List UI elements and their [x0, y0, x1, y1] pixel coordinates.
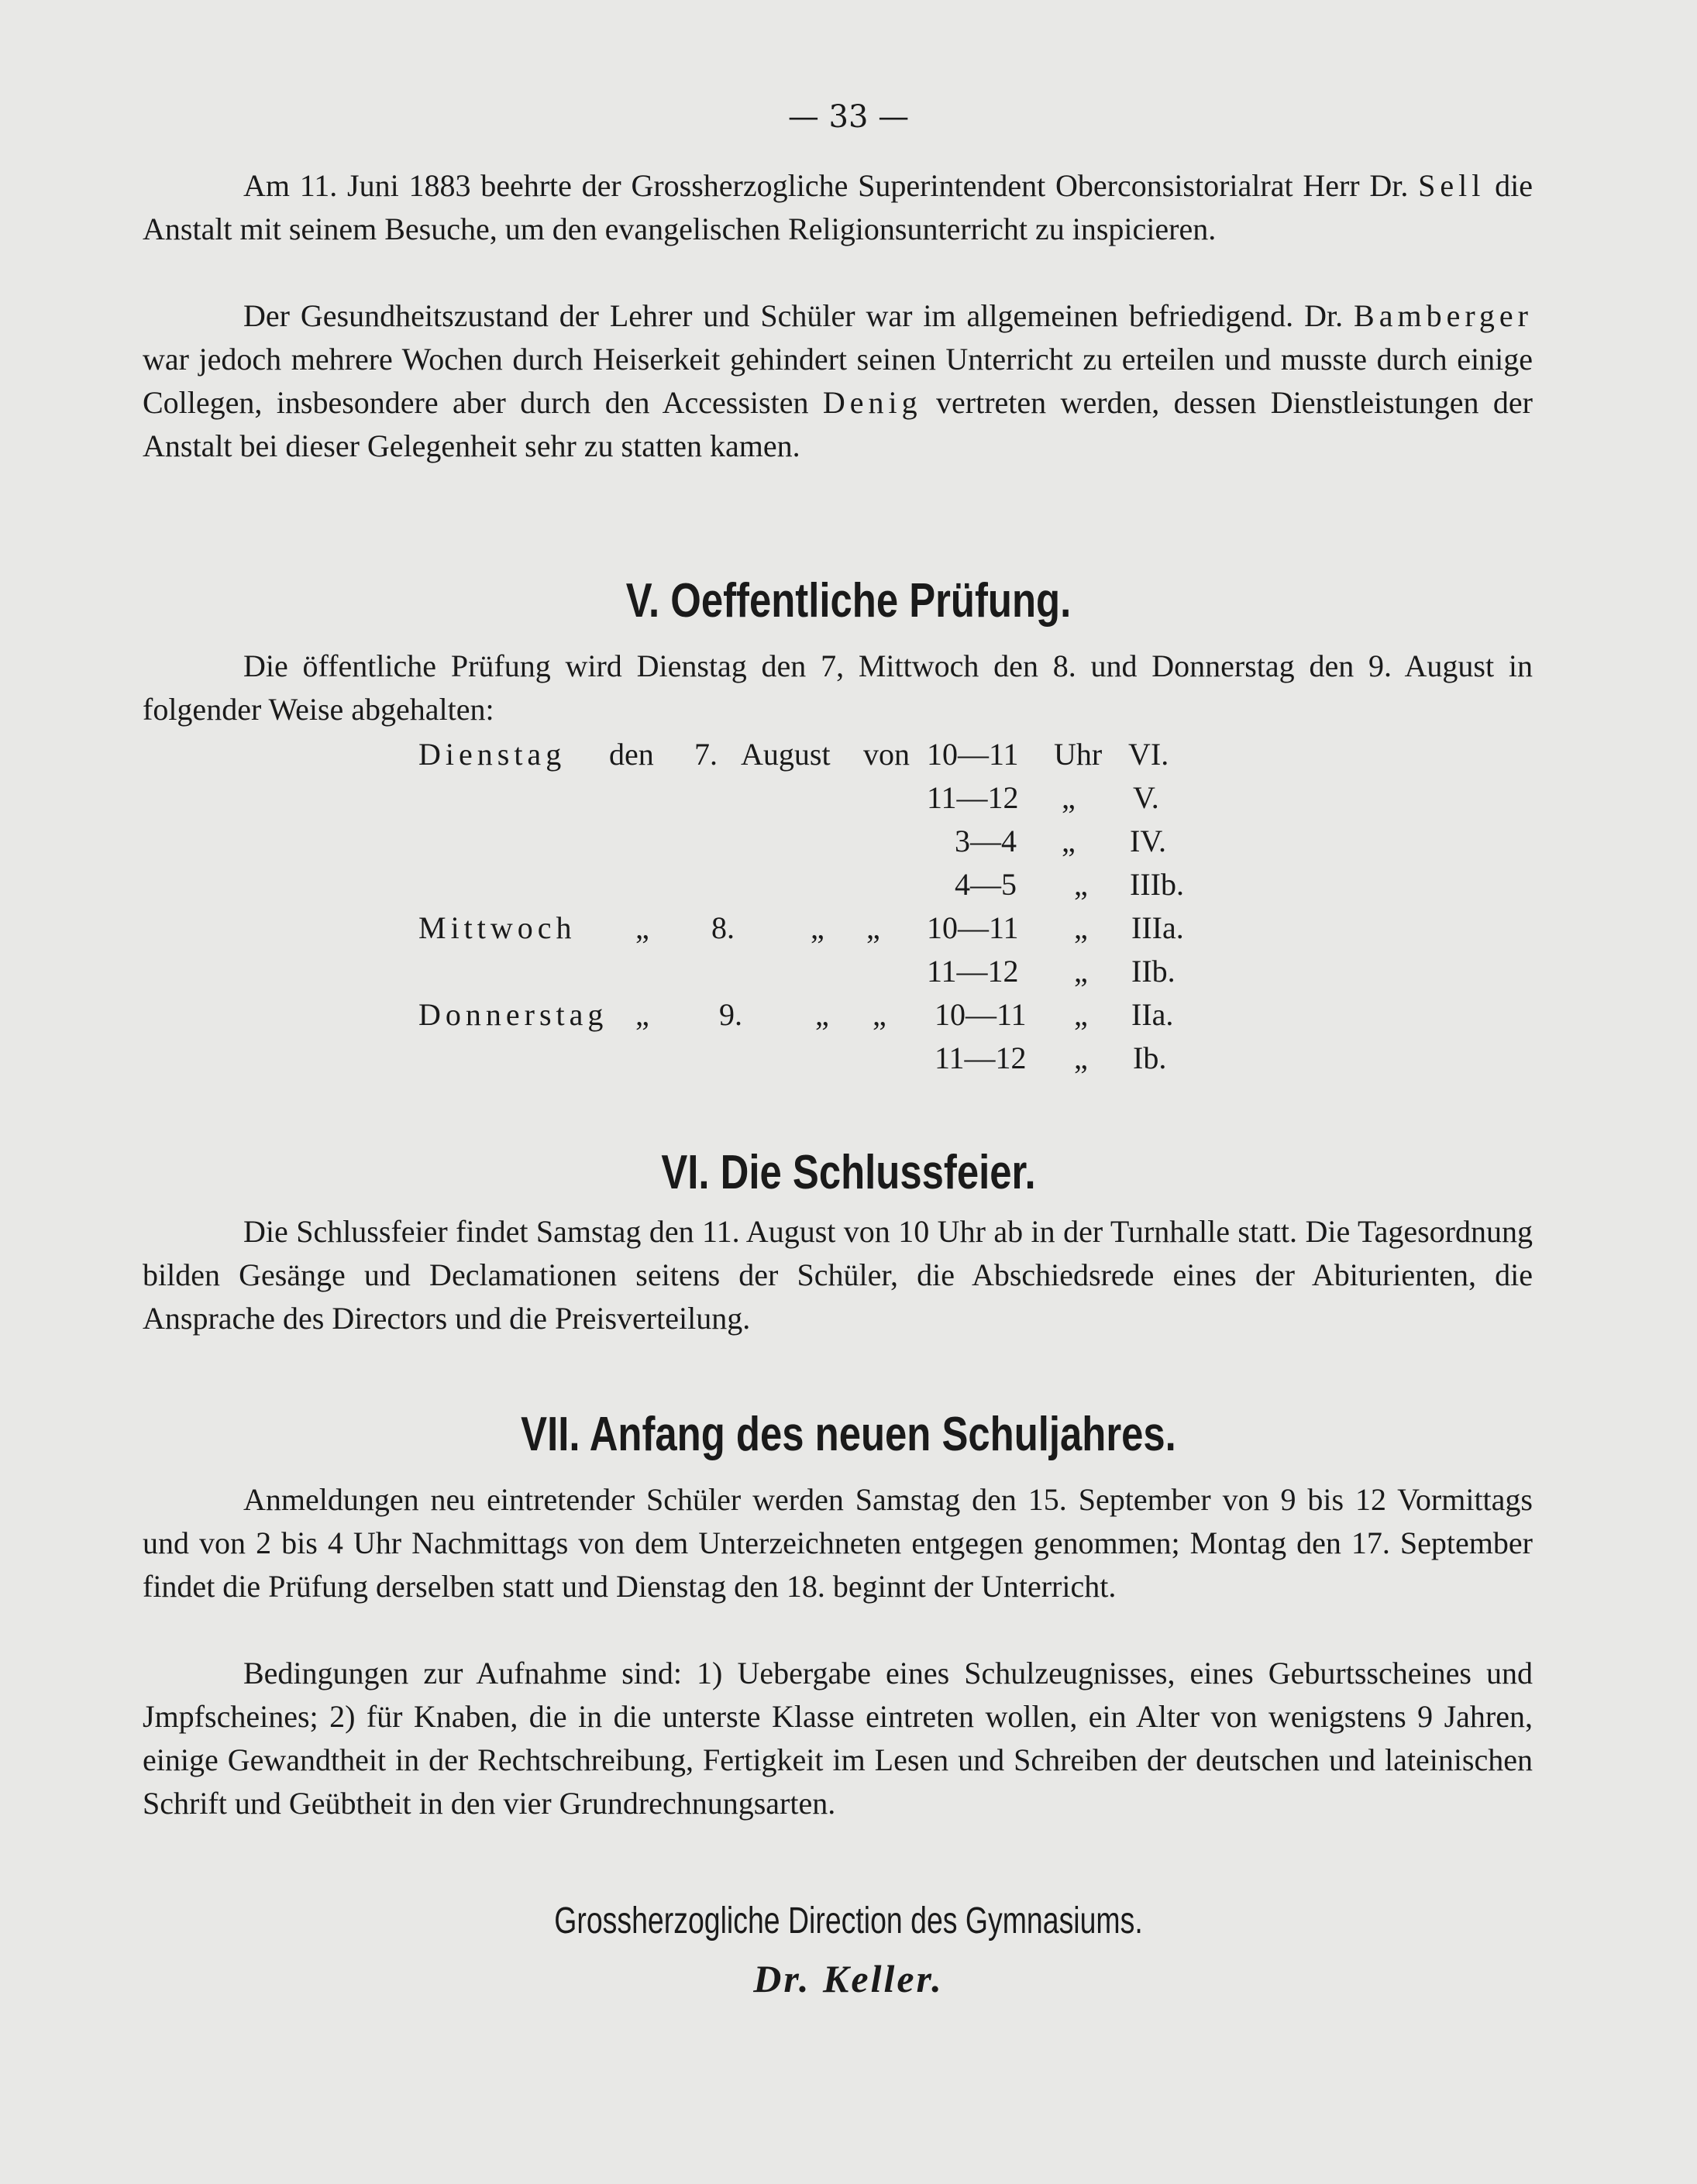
schedule-time: 11—12 [927, 954, 1019, 989]
schedule-den: „ [635, 910, 649, 945]
section-heading-exam: V. Oeffentliche Prüfung. [625, 574, 1072, 628]
paragraph-exam: Die öffentliche Prüfung wird Dienstag den 7, Mittwoch den 8. und Donnerstag den 9. August in folgender Weise abgehalten: [143, 648, 1533, 727]
schedule-month: August [741, 737, 831, 772]
schedule-von: von [863, 737, 910, 772]
schedule-von: „ [866, 910, 880, 945]
schedule-day: Mittwoch [418, 910, 577, 945]
schedule-uhr: „ [1074, 910, 1088, 945]
schedule-den: „ [635, 997, 649, 1032]
schedule-day: Donnerstag [418, 997, 608, 1032]
schedule-time: 10—11 [927, 910, 1019, 945]
schedule-uhr: „ [1074, 997, 1088, 1032]
paragraph-text: Der Gesundheitszustand der Lehrer und Schüler war im allgemeinen befriedigend. Dr. [243, 298, 1344, 333]
schedule-von: „ [873, 997, 886, 1032]
schedule-uhr: „ [1062, 824, 1076, 858]
exam-schedule [0, 736, 1697, 1085]
section-heading-closing: VI. Die Schlussfeier. [661, 1146, 1036, 1199]
schedule-class: IIa. [1131, 997, 1174, 1032]
schedule-time: 11—12 [935, 1040, 1027, 1075]
schedule-class: IV. [1130, 824, 1167, 858]
schedule-date: 7. [694, 737, 718, 772]
paragraph-text: vertreten werden, dessen Dienstleistungen der Anstalt bei dieser Gelegenheit sehr zu statten kamen. [143, 385, 1533, 463]
section-heading-new-year: VII. Anfang des neuen Schuljahres. [521, 1408, 1176, 1461]
paragraph-conditions: Bedingungen zur Aufnahme sind: 1) Uebergabe eines Schulzeugnisses, eines Geburtsscheines und Jmpfscheines; 2) für Knaben, die in die unterste Klasse eintreten wollen, ein Alter von wenigstens 9 Jahren, einige Gewandtheit in der Rechtschreibung, Fertigkeit im Lesen und Schreiben der deutschen und lateinischen Schrift und Geübtheit in den vier Grundrechnungsarten. [143, 1656, 1533, 1821]
person-name: Bamberger [1354, 298, 1533, 333]
schedule-time: 4—5 [955, 867, 1017, 902]
schedule-class: VI. [1128, 737, 1169, 772]
page-number: — 33 — [787, 99, 910, 135]
paragraph-inspection [143, 164, 1533, 251]
schedule-class: IIIa. [1131, 910, 1184, 945]
schedule-time: 3—4 [955, 824, 1017, 858]
schedule-month: „ [811, 910, 824, 945]
schedule-time: 10—11 [927, 737, 1019, 772]
schedule-time: 10—11 [935, 997, 1027, 1032]
signature-institution: Grossherzogliche Direction des Gymnasiums. [554, 1900, 1143, 1942]
schedule-day: Dienstag [418, 737, 566, 772]
schedule-class: V. [1133, 780, 1159, 815]
schedule-uhr: „ [1074, 954, 1088, 989]
paragraph-text: Am 11. Juni 1883 beehrte der Grossherzogliche Superintendent Oberconsistorialrat Herr Dr. [243, 168, 1409, 203]
paragraph-health [143, 294, 1533, 468]
schedule-uhr: Uhr [1054, 737, 1103, 772]
schedule-class: IIb. [1131, 954, 1176, 989]
person-name: Sell [1418, 168, 1485, 203]
schedule-month: „ [815, 997, 829, 1032]
schedule-time: 11—12 [927, 780, 1019, 815]
paragraph-text: war jedoch mehrere Wochen durch Heiserkeit gehindert seinen Unterricht zu erteilen und musste durch einige Collegen, insbesondere aber durch den Accessisten [143, 342, 1533, 420]
paragraph-text: die Anstalt mit seinem Besuche, um den evangelischen Religionsunterricht zu inspicieren. [143, 168, 1533, 246]
schedule-den: den [609, 737, 654, 772]
schedule-uhr: „ [1074, 1040, 1088, 1075]
schedule-class: IIIb. [1130, 867, 1184, 902]
schedule-date: 8. [711, 910, 735, 945]
schedule-class: Ib. [1133, 1040, 1167, 1075]
schedule-uhr: „ [1074, 867, 1088, 902]
paragraph-registration: Anmeldungen neu eintretender Schüler werden Samstag den 15. September von 9 bis 12 Vormittags und von 2 bis 4 Uhr Nachmittags von dem Unterzeichneten entgegen genommen; Montag den 17. September findet die Prüfung derselben statt und Dienstag den 18. beginnt der Unterricht. [143, 1482, 1533, 1604]
person-name: Denig [822, 385, 922, 420]
paragraph-closing: Die Schlussfeier findet Samstag den 11. August von 10 Uhr ab in der Turnhalle statt. Die Tagesordnung bilden Gesänge und Declamationen seitens der Schüler, die Abschiedsrede eines der Abiturienten, die Ansprache des Directors und die Preisverteilung. [143, 1214, 1533, 1336]
schedule-uhr: „ [1062, 780, 1076, 815]
schedule-date: 9. [719, 997, 742, 1032]
signature-name: Dr. Keller. [753, 1957, 944, 2000]
